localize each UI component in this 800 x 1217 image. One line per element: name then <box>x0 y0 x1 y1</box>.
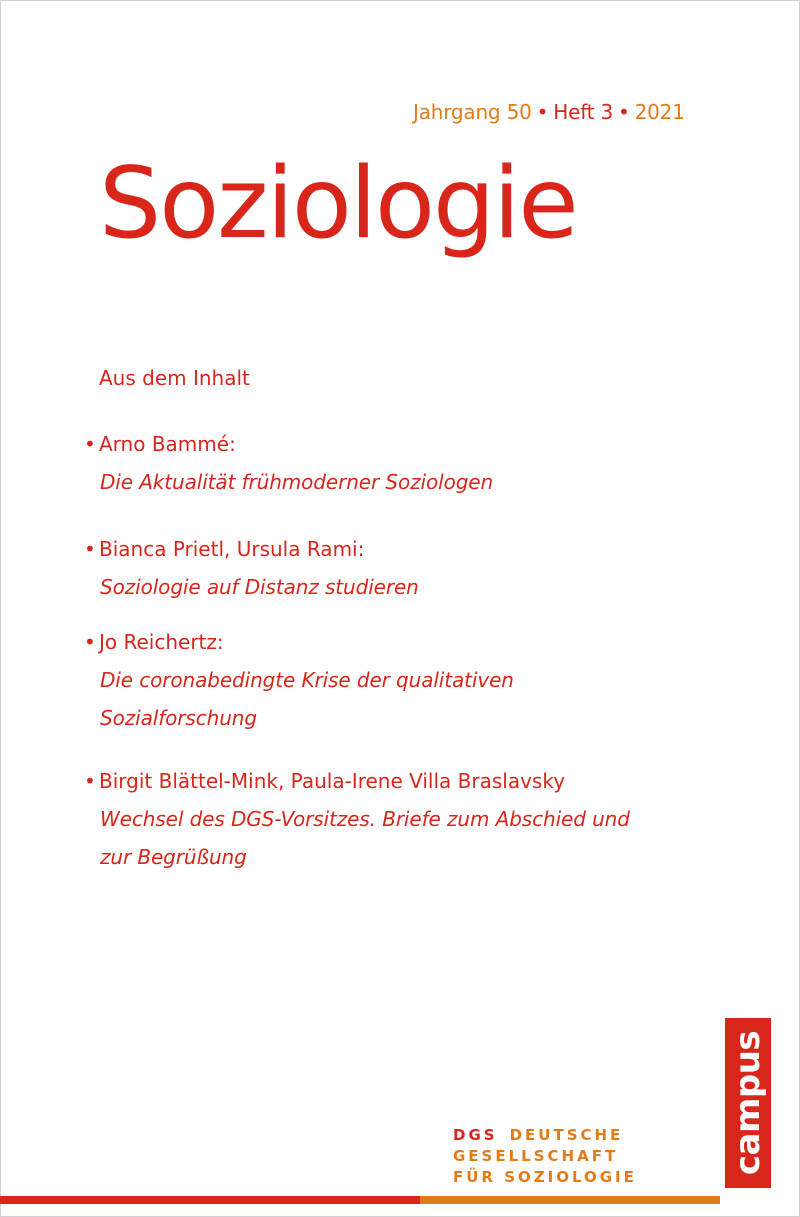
entry-author: Arno Bammé: <box>99 432 236 456</box>
separator-dot: • <box>536 100 549 124</box>
contents-entry <box>84 623 724 737</box>
issue-info <box>413 100 685 124</box>
footer-bar-red <box>0 1196 420 1204</box>
volume-label: Jahrgang 50 <box>413 100 532 124</box>
entry-author: Bianca Prietl, Ursula Rami: <box>99 537 365 561</box>
bullet-icon: • <box>84 630 96 654</box>
society-logo <box>453 1125 637 1188</box>
entry-author: Birgit Blättel-Mink, Paula-Irene Villa Braslavsky <box>99 769 566 793</box>
contents-heading: Aus dem Inhalt <box>99 366 250 390</box>
contents-entry <box>84 425 724 501</box>
footer-bar-orange <box>420 1196 720 1204</box>
bullet-icon: • <box>84 537 96 561</box>
bullet-icon: • <box>84 432 96 456</box>
entry-title: Die Aktualität frühmoderner Soziologen <box>100 470 494 494</box>
contents-entry <box>84 530 724 606</box>
entry-title: Die coronabedingte Krise der qualitativen Sozialforschung <box>100 668 514 730</box>
entry-title: Wechsel des DGS-Vorsitzes. Briefe zum Abschied und zur Begrüßung <box>100 807 630 869</box>
campus-logo-text: campus <box>728 1030 768 1176</box>
society-line3: FÜR SOZIOLOGIE <box>453 1168 637 1186</box>
campus-logo <box>725 1018 771 1188</box>
separator-dot: • <box>618 100 630 124</box>
issue-number: Heft 3 <box>553 100 614 124</box>
journal-title: Soziologie <box>99 147 577 261</box>
issue-year: 2021 <box>634 100 685 124</box>
entry-author: Jo Reichertz: <box>99 630 224 654</box>
bullet-icon: • <box>84 769 96 793</box>
contents-entry <box>84 762 724 876</box>
society-line1: DEUTSCHE <box>509 1126 624 1144</box>
entry-title: Soziologie auf Distanz studieren <box>100 575 419 599</box>
society-line2: GESELLSCHAFT <box>453 1147 619 1165</box>
society-abbr: DGS <box>453 1126 498 1144</box>
